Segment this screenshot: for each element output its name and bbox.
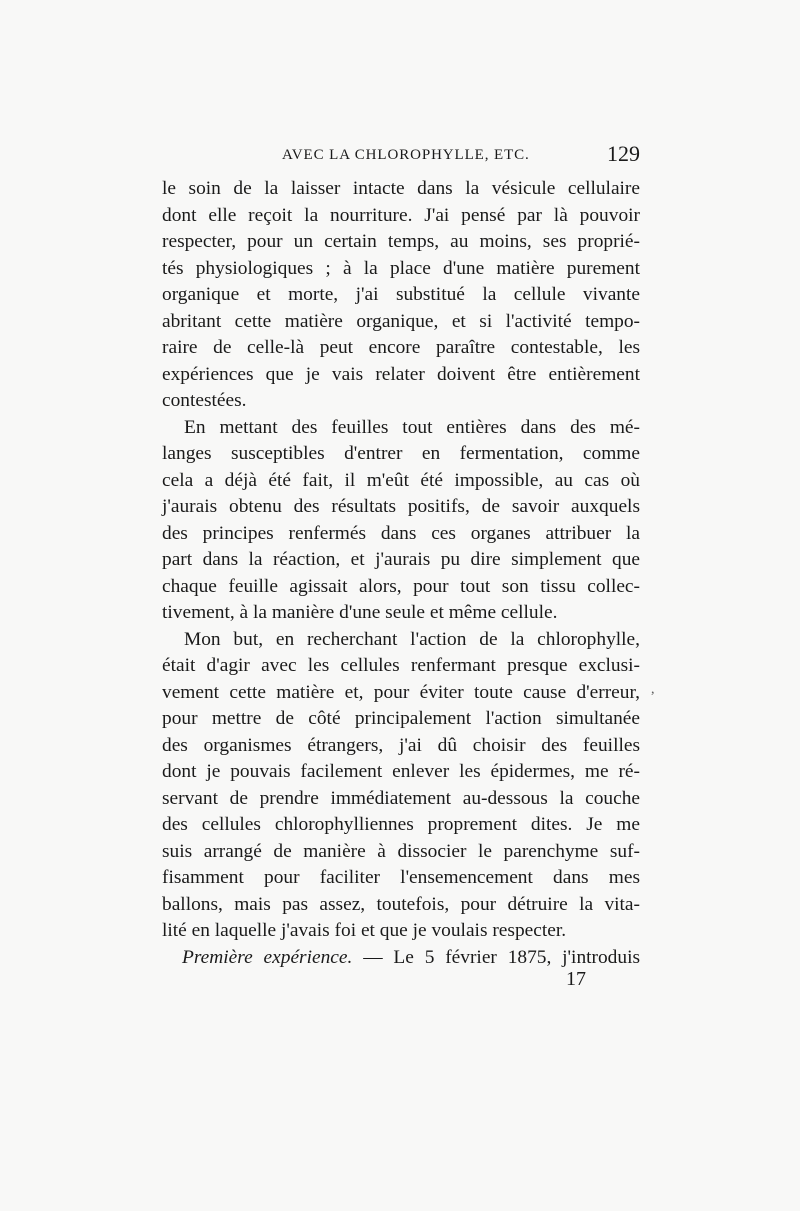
text-line: dont elle reçoit la nourriture. J'ai pensé par là pouvoir xyxy=(162,204,640,226)
text-line: des organismes étrangers, j'ai dû choisir des feuilles xyxy=(162,734,640,756)
text-line: raire de celle-là peut encore paraître contestable, les xyxy=(162,337,640,358)
text-line: contestées. xyxy=(162,390,247,411)
text-line: part dans la réaction, et j'aurais pu dire simplement que xyxy=(162,549,640,570)
experiment-lead-in: Première expérience. xyxy=(182,946,353,968)
text-line: Mon but, en recherchant l'action de la chlorophylle, xyxy=(184,628,640,650)
stray-mark: , xyxy=(651,682,655,697)
text-line: tivement, à la manière d'une seule et même cellule. xyxy=(162,602,558,623)
text-line: pour mettre de côté principalement l'action simultanée xyxy=(162,708,640,729)
text-line: expériences que je vais relater doivent être entièrement xyxy=(162,363,640,385)
text-line: dont je pouvais facilement enlever les épidermes, me ré- xyxy=(162,761,640,782)
text-line: j'aurais obtenu des résultats positifs, de savoir auxquels xyxy=(162,496,640,517)
experiment-line-rest: — Le 5 février 1875, j'introduis xyxy=(352,946,640,968)
text-line: des cellules chlorophylliennes proprement dites. Je me xyxy=(162,814,640,835)
text-line: servant de prendre immédiatement au-dessous la couche xyxy=(162,787,640,809)
body-text xyxy=(162,176,640,971)
text-line: organique et morte, j'ai substitué la cellule vivante xyxy=(162,284,640,305)
signature-mark: 17 xyxy=(566,968,586,990)
running-head xyxy=(162,143,640,173)
text-line: respecter, pour un certain temps, au moins, ses proprié- xyxy=(162,231,640,252)
running-title: AVEC LA CHLOROPHYLLE, ETC. xyxy=(282,147,530,163)
text-line: fisamment pour faciliter l'ensemencement dans mes xyxy=(162,867,640,888)
text-line: était d'agir avec les cellules renfermant presque exclusi- xyxy=(162,655,640,676)
text-line: cela a déjà été fait, il m'eût été impossible, au cas où xyxy=(162,469,640,491)
text-line: des principes renfermés dans ces organes attribuer la xyxy=(162,522,640,544)
text-line: suis arrangé de manière à dissocier le parenchyme suf- xyxy=(162,840,640,862)
text-line: vement cette matière et, pour éviter toute cause d'erreur, xyxy=(162,681,640,703)
page-number: 129 xyxy=(607,141,640,166)
text-line: chaque feuille agissait alors, pour tout son tissu collec- xyxy=(162,575,640,597)
text-line: langes susceptibles d'entrer en fermentation, comme xyxy=(162,443,640,464)
text-line: le soin de la laisser intacte dans la vésicule cellulaire xyxy=(162,178,640,199)
text-line: lité en laquelle j'avais foi et que je voulais respecter. xyxy=(162,920,567,941)
text-line: ballons, mais pas assez, toutefois, pour détruire la vita- xyxy=(162,893,640,915)
text-line: En mettant des feuilles tout entières dans des mé- xyxy=(184,416,640,438)
text-line: abritant cette matière organique, et si l'activité tempo- xyxy=(162,310,640,332)
text-line: tés physiologiques ; à la place d'une matière purement xyxy=(162,257,640,279)
